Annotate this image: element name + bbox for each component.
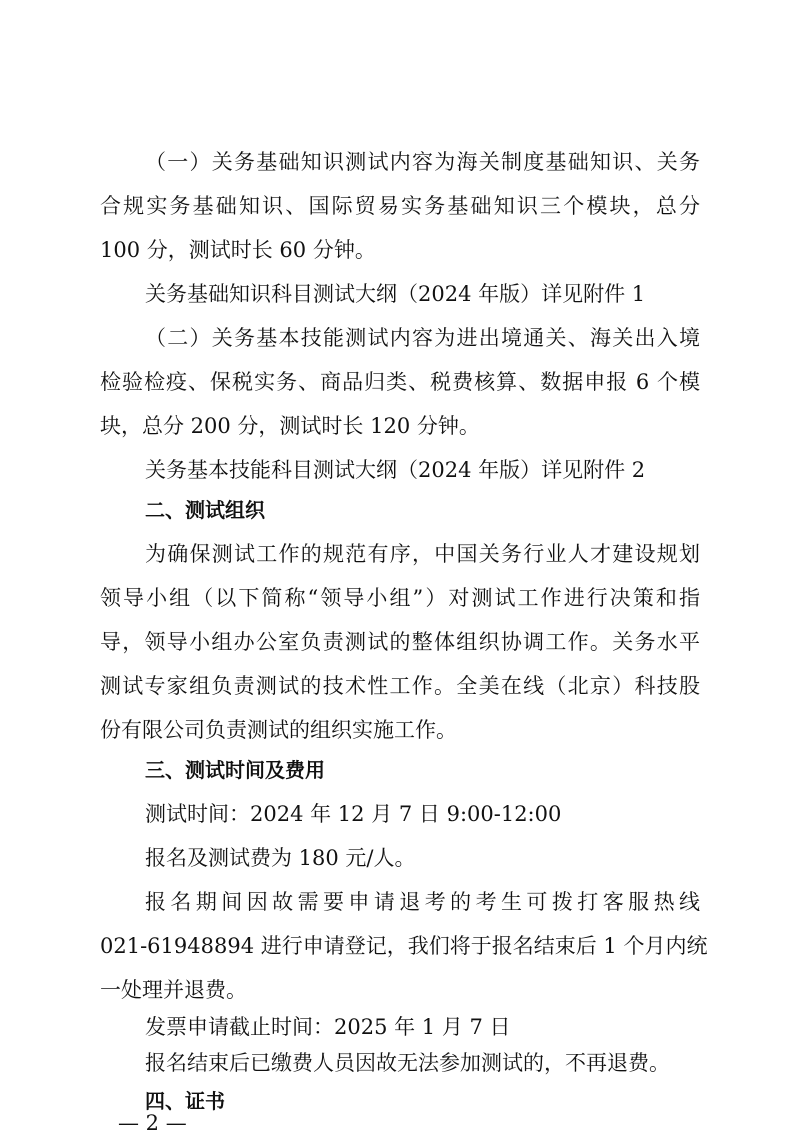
paragraph-line: 报名期间因故需要申请退考的考生可拨打客服热线 bbox=[145, 890, 700, 914]
section-heading-3: 三、测试时间及费用 bbox=[145, 758, 325, 782]
page-number: — 2 — bbox=[118, 1111, 187, 1135]
paragraph-line: 一处理并退费。 bbox=[100, 978, 247, 1002]
paragraph-line: 块，总分 200 分，测试时长 120 分钟。 bbox=[100, 414, 480, 438]
attachment-reference-2: 关务基本技能科目测试大纲（2024 年版）详见附件 2 bbox=[145, 458, 646, 482]
paragraph-line: 导，领导小组办公室负责测试的整体组织协调工作。关务水平 bbox=[100, 630, 700, 654]
paragraph-line: 测试专家组负责测试的技术性工作。全美在线（北京）科技股 bbox=[100, 674, 700, 698]
test-fee: 报名及测试费为 180 元/人。 bbox=[145, 846, 416, 870]
paragraph-line: （一）关务基础知识测试内容为海关制度基础知识、关务 bbox=[145, 150, 700, 174]
paragraph-line: 份有限公司负责测试的组织实施工作。 bbox=[100, 718, 457, 742]
test-time: 测试时间：2024 年 12 月 7 日 9:00-12:00 bbox=[145, 802, 562, 826]
paragraph-line: （二）关务基本技能测试内容为进出境通关、海关出入境 bbox=[145, 326, 700, 350]
paragraph-line: 合规实务基础知识、国际贸易实务基础知识三个模块，总分 bbox=[100, 194, 700, 218]
paragraph-line: 100 分，测试时长 60 分钟。 bbox=[100, 238, 376, 262]
invoice-deadline: 发票申请截止时间：2025 年 1 月 7 日 bbox=[145, 1015, 511, 1039]
section-heading-2: 二、测试组织 bbox=[145, 498, 265, 522]
paragraph-line: 领导小组（以下简称“领导小组”）对测试工作进行决策和指 bbox=[100, 586, 700, 610]
attachment-reference-1: 关务基础知识科目测试大纲（2024 年版）详见附件 1 bbox=[145, 282, 646, 306]
paragraph-line: 检验检疫、保税实务、商品归类、税费核算、数据申报 6 个模 bbox=[100, 370, 700, 394]
no-refund-notice: 报名结束后已缴费人员因故无法参加测试的，不再退费。 bbox=[145, 1051, 670, 1075]
paragraph-line: 021-61948894 进行申请登记，我们将于报名结束后 1 个月内统 bbox=[100, 934, 708, 958]
section-heading-4: 四、证书 bbox=[145, 1089, 225, 1113]
paragraph-line: 为确保测试工作的规范有序，中国关务行业人才建设规划 bbox=[145, 542, 700, 566]
